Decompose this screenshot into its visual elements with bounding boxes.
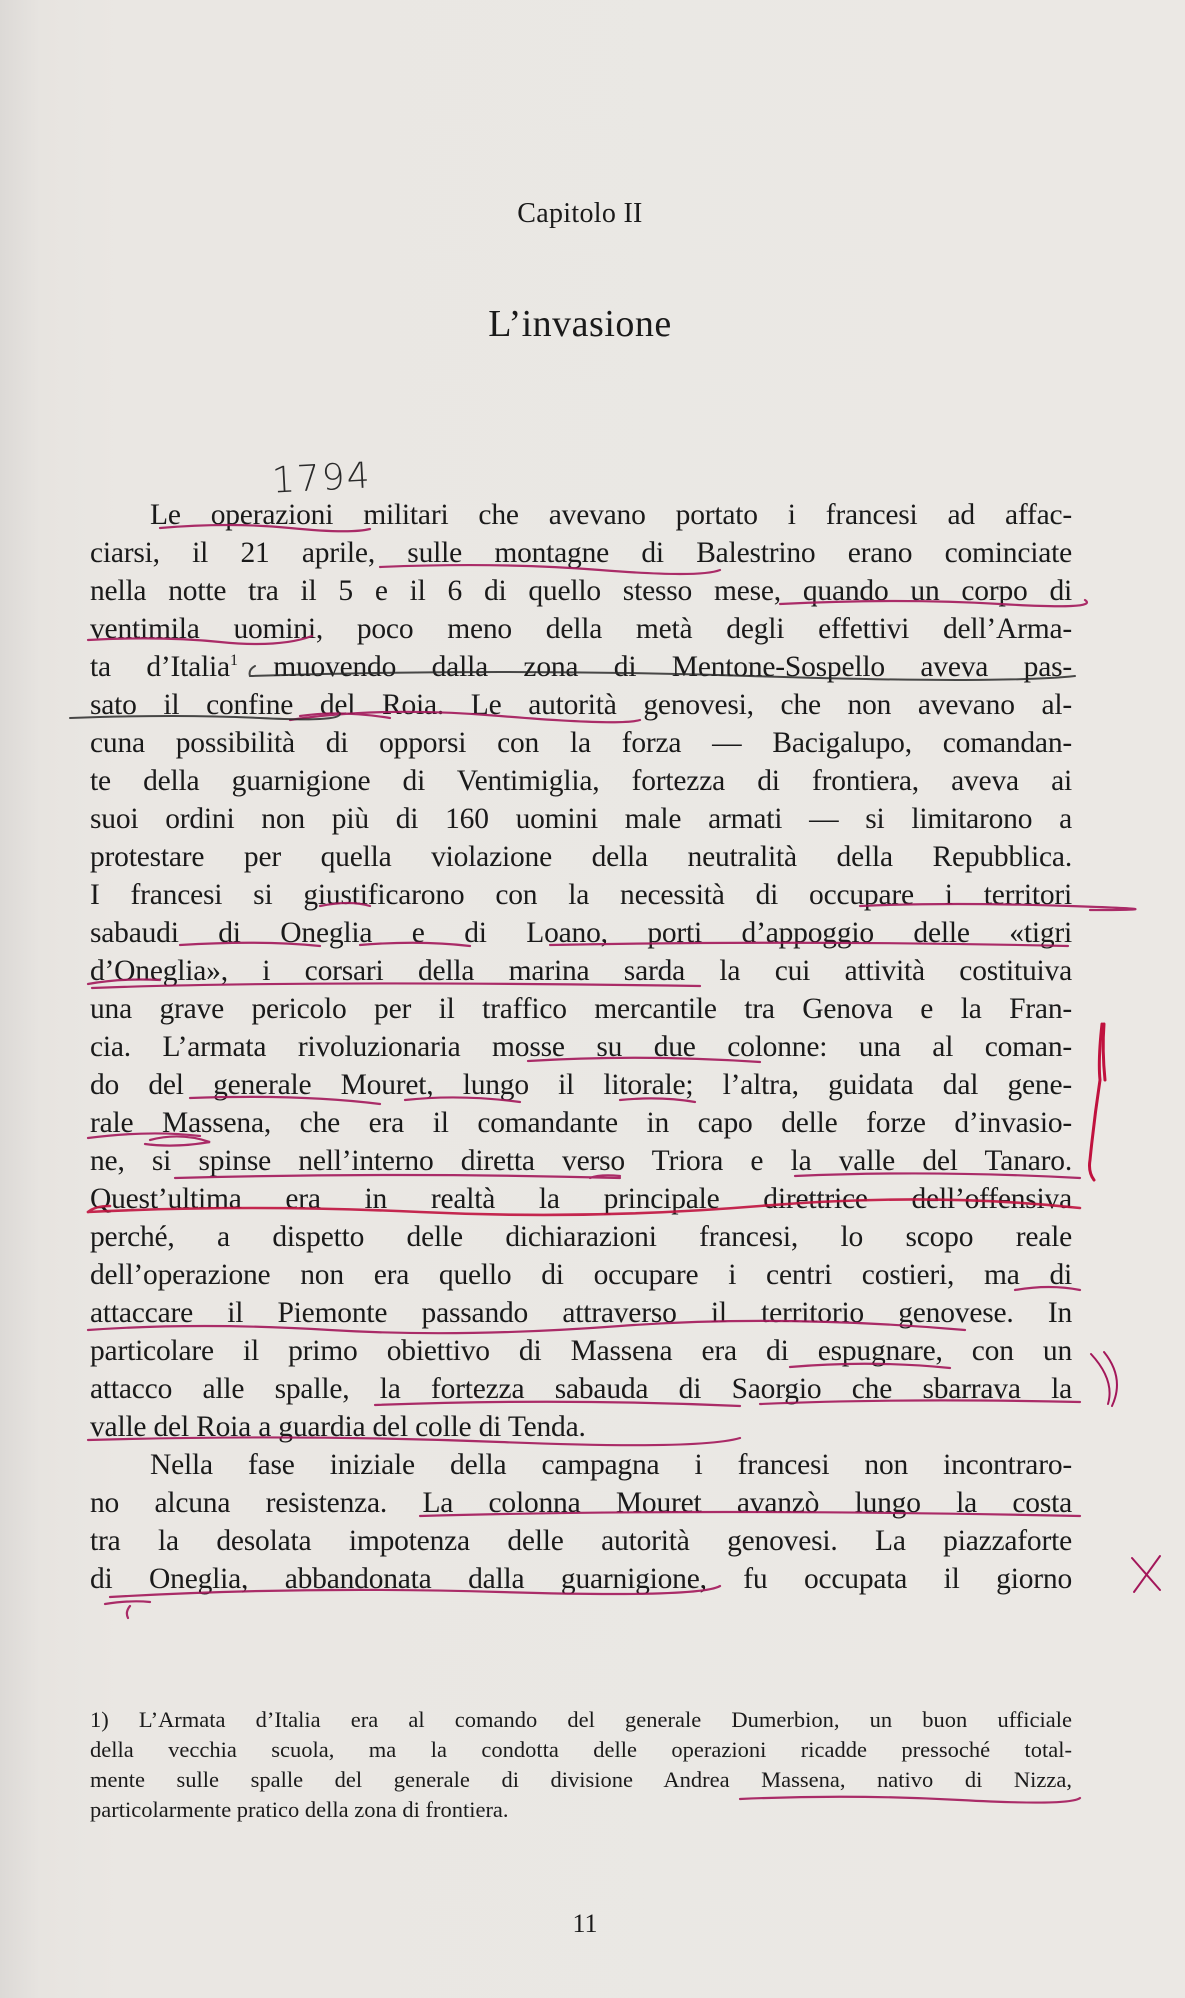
text-line: protestare per quella violazione della neutralità della Repubblica. [90, 841, 1072, 873]
double-parenthesis-icon [1091, 1352, 1117, 1406]
x-mark-icon [1132, 1556, 1160, 1592]
text-line: di Oneglia, abbandonata dalla guarnigione, fu occupata il giorno [90, 1563, 1072, 1595]
footnote-ref[interactable]: 1 [229, 652, 238, 669]
handwritten-year-note: 1794 [270, 455, 373, 502]
text-fragment: ta d’Italia [90, 651, 230, 683]
text-line: te della guarnigione di Ventimiglia, fortezza di frontiera, aveva ai [90, 765, 1072, 797]
footnote-line: particolarmente pratico della zona di frontiera. [90, 1797, 509, 1822]
vertical-bracket-icon [1090, 1024, 1106, 1180]
text-line: cia. L’armata rivoluzionaria mosse su due colonne: una al coman- [90, 1031, 1072, 1063]
footnote-line: della vecchia scuola, ma la condotta delle operazioni ricadde pressoché total- [90, 1737, 1072, 1762]
chapter-label: Capitolo II [517, 198, 643, 229]
text-line: Le operazioni militari che avevano portato i francesi ad affac- [150, 499, 1072, 531]
page-number: 11 [572, 1909, 598, 1938]
text-line: particolare il primo obiettivo di Massena era di espugnare, con un [90, 1335, 1072, 1367]
chapter-title: L’invasione [488, 303, 672, 345]
text-line: rale Massena, che era il comandante in capo delle forze d’invasio- [90, 1107, 1072, 1139]
text-line: ventimila uomini, poco meno della metà degli effettivi dell’Arma- [90, 613, 1072, 645]
text-line: suoi ordini non più di 160 uomini male armati — si limitarono a [90, 803, 1072, 835]
text-line: sabaudi di Oneglia e di Loano, porti d’appoggio delle «tigri [90, 917, 1072, 949]
text-line: Quest’ultima era in realtà la principale direttrice dell’offensiva [90, 1183, 1072, 1215]
footnote-line: mente sulle spalle del generale di divisione Andrea Massena, nativo di Nizza, [90, 1767, 1072, 1792]
text-line: una grave pericolo per il traffico mercantile tra Genova e la Fran- [90, 993, 1072, 1025]
text-line: attacco alle spalle, la fortezza sabauda di Saorgio che sbarrava la [90, 1373, 1072, 1405]
text-fragment: muovendo dalla zona di Mentone-Sospello aveva pas- [237, 651, 1072, 683]
text-line: cuna possibilità di opporsi con la forza — Bacigalupo, comandan- [90, 727, 1072, 759]
text-line: sato il confine del Roia. Le autorità genovesi, che non avevano al- [90, 689, 1072, 721]
text-line: tra la desolata impotenza delle autorità genovesi. La piazzaforte [90, 1525, 1072, 1557]
text-line: Nella fase iniziale della campagna i francesi non incontraro- [150, 1449, 1072, 1481]
text-line: ciarsi, il 21 aprile, sulle montagne di Balestrino erano cominciate [90, 537, 1072, 569]
text-line [90, 648, 1072, 686]
text-line: nella notte tra il 5 e il 6 di quello stesso mese, quando un corpo di [90, 575, 1072, 607]
text-line: perché, a dispetto delle dichiarazioni francesi, lo scopo reale [90, 1221, 1072, 1253]
text-line: d’Oneglia», i corsari della marina sarda la cui attività costituiva [90, 955, 1072, 987]
text-line: do del generale Mouret, lungo il litorale; l’altra, guidata dal gene- [90, 1069, 1072, 1101]
text-line: I francesi si giustificarono con la necessità di occupare i territori [90, 879, 1072, 911]
text-line: attaccare il Piemonte passando attraverso il territorio genovese. In [90, 1297, 1072, 1329]
text-line: no alcuna resistenza. La colonna Mouret avanzò lungo la costa [90, 1487, 1072, 1519]
footnote-line: 1) L’Armata d’Italia era al comando del generale Dumerbion, un buon ufficiale [90, 1707, 1072, 1732]
text-line: valle del Roia a guardia del colle di Tenda. [90, 1411, 586, 1443]
text-line: ne, si spinse nell’interno diretta verso Triora e la valle del Tanaro. [90, 1145, 1072, 1177]
text-line: dell’operazione non era quello di occupare i centri costieri, ma di [90, 1259, 1072, 1291]
